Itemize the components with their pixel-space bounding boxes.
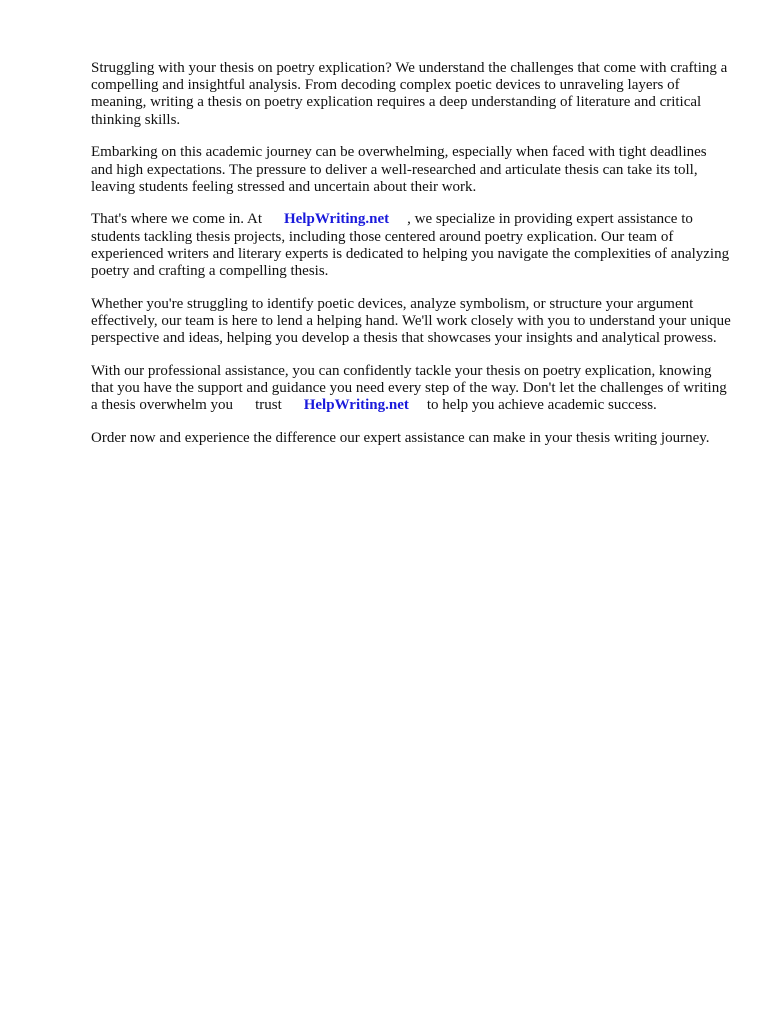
helpwriting-link[interactable]: HelpWriting.net (283, 211, 390, 228)
paragraph-services (91, 211, 731, 280)
paragraph-services-lead: That's where we come in. At (91, 211, 262, 228)
document-body (91, 60, 731, 463)
paragraph-assistance-lead: With our professional assistance, you can confidently tackle your thesis on poetry explication, knowing that you have the support and guidance you need every step of the way. Don't let the challenges of writing a thesis overwhelm you (91, 362, 727, 414)
paragraph-order: Order now and experience the difference our expert assistance can make in your thesis writing journey. (91, 429, 710, 446)
paragraph-support: Whether you're struggling to identify poetic devices, analyze symbolism, or structure your argument effectively, our team is here to lend a helping hand. We'll work closely with you to understand your unique perspective and ideas, helping you develop a thesis that showcases your insights and analytical prowess. (91, 295, 731, 347)
paragraph-assistance-trust: trust (255, 397, 282, 414)
paragraph-assistance-rest: to help you achieve academic success. (426, 397, 657, 414)
paragraph-assistance (91, 363, 731, 415)
paragraph-intro: Struggling with your thesis on poetry explication? We understand the challenges that come with crafting a compelling and insightful analysis. From decoding complex poetic devices to unraveling layers of meaning, writing a thesis on poetry explication requires a deep understanding of literature and critical thinking skills. (91, 60, 728, 128)
helpwriting-link-2[interactable]: HelpWriting.net (303, 397, 409, 414)
paragraph-services-rest: , we specialize in providing expert assistance to students tackling thesis projects, including those centered around poetry explication. Our team of experienced writers and literary experts is dedicated to helping you navigate the complexities of analyzing poetry and crafting a compelling thesis. (91, 211, 730, 280)
paragraph-challenges: Embarking on this academic journey can be overwhelming, especially when faced with tight deadlines and high expectations. The pressure to deliver a well-researched and articulate thesis can take its toll, leaving students feeling stressed and uncertain about their work. (91, 144, 707, 195)
